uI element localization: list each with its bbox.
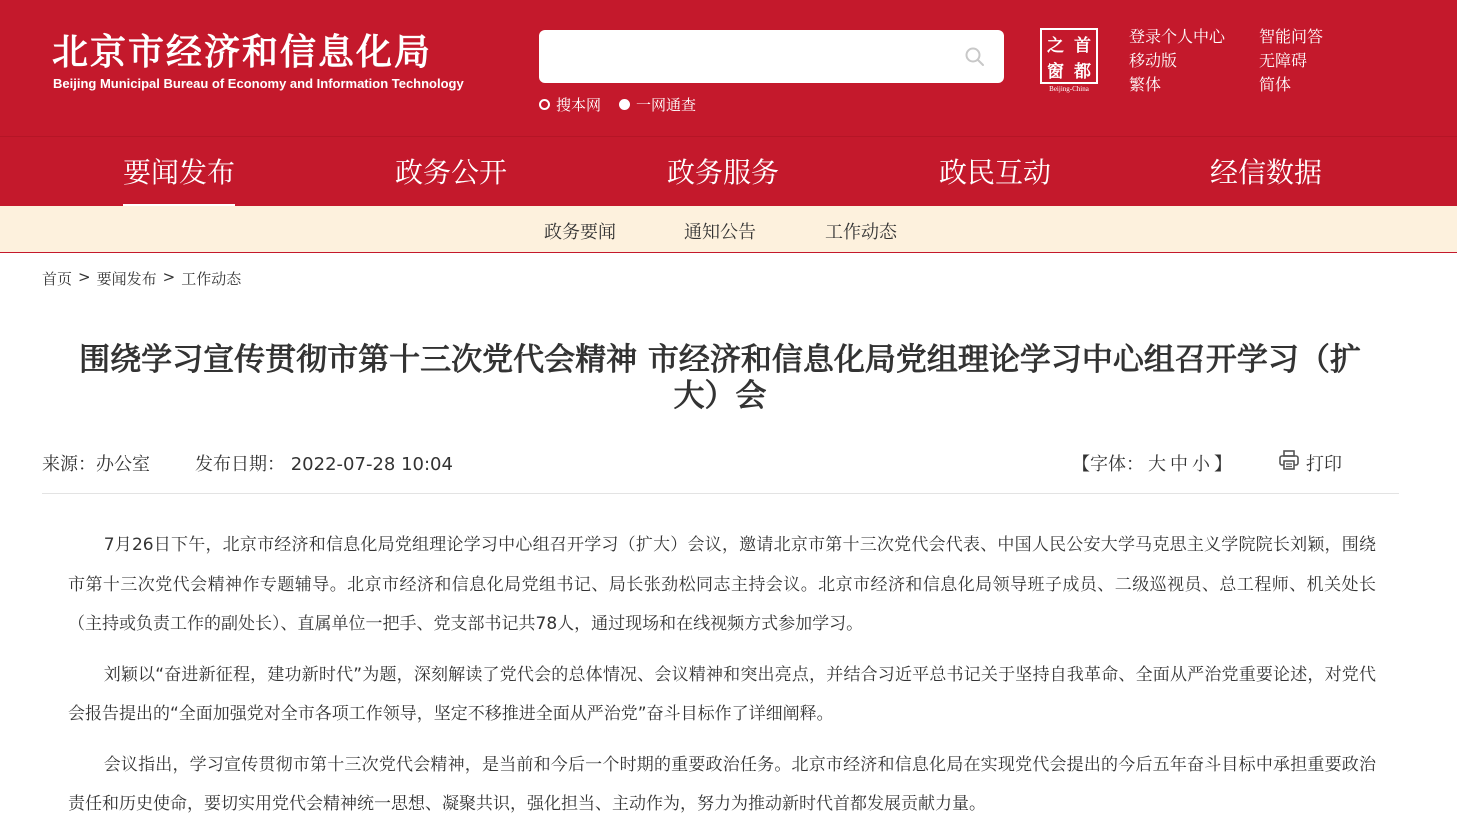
printer-icon [1278, 449, 1300, 476]
article-paragraph: 7月26日下午，北京市经济和信息化局党组理论学习中心组召开学习（扩大）会议，邀请北京市第十三次党代会代表、中国人民公安大学马克思主义学院院长刘颖，围绕市第十三次党代会精神作专题辅导。北京市经济和信息化局党组书记、局长张劲松同志主持会议。北京市经济和信息化局领导班子成员、二级巡视员、总工程师、机关处长（主持或负责工作的副处长）、直属单位一把手、党支部书记共78人，通过现场和在线视频方式参加学习。 [68, 535, 1376, 634]
site-header [0, 0, 1457, 136]
subnav-item-notices[interactable]: 通知公告 [684, 222, 756, 243]
date-value: 2022-07-28 10:04 [290, 454, 453, 475]
seal-char: 都 [1074, 61, 1091, 82]
nav-item-data[interactable]: 经信数据 [1210, 156, 1323, 189]
print-button[interactable] [1278, 449, 1342, 476]
search-scope [539, 94, 696, 115]
seal-box [1040, 28, 1098, 84]
nav-item-gov-services[interactable]: 政务服务 [667, 156, 780, 189]
capital-window-seal[interactable] [1040, 28, 1098, 92]
login-personal-center-link[interactable]: 登录个人中心 [1129, 27, 1226, 46]
nav-item-interaction[interactable]: 政民互动 [939, 156, 1052, 189]
sub-nav [0, 206, 1457, 253]
font-label-open: 【字体： [1072, 454, 1144, 475]
breadcrumb-separator: > [78, 268, 91, 286]
breadcrumb [42, 268, 241, 289]
seal-char: 首 [1074, 35, 1091, 56]
font-label-close: 】 [1214, 454, 1232, 475]
nav-item-gov-affairs-open[interactable]: 政务公开 [395, 156, 508, 189]
search-icon[interactable] [964, 46, 986, 68]
font-size-small-button[interactable]: 小 [1192, 454, 1210, 475]
utility-links-right [1259, 27, 1323, 95]
site-logo-subtitle: Beijing Municipal Bureau of Economy and Information Technology [53, 76, 464, 91]
simplified-chinese-link[interactable]: 简体 [1259, 75, 1292, 94]
print-label: 打印 [1306, 453, 1342, 475]
source-label: 来源： [42, 454, 96, 475]
smart-qa-link[interactable]: 智能问答 [1259, 27, 1324, 46]
nav-item-news[interactable]: 要闻发布 [123, 137, 235, 207]
scope-all-web-radio[interactable] [619, 94, 696, 115]
subnav-item-gov-news[interactable]: 政务要闻 [544, 222, 616, 243]
article-paragraph: 会议指出，学习宣传贯彻市第十三次党代会精神，是当前和今后一个时期的重要政治任务。北京市经济和信息化局在实现党代会提出的今后五年奋斗目标中承担重要政治责任和历史使命，要切实用党代会精神统一思想、凝聚共识，强化担当、主动作为，努力为推动新时代首都发展贡献力量。 [68, 754, 1376, 814]
breadcrumb-work-updates-link[interactable]: 工作动态 [181, 270, 242, 288]
publish-date [195, 450, 453, 476]
article-meta [42, 450, 453, 476]
breadcrumb-separator: > [162, 268, 176, 286]
mobile-version-link[interactable]: 移动版 [1129, 51, 1178, 70]
seal-subtitle: Beijing-China [1049, 85, 1089, 93]
scope-label: 一网通查 [636, 96, 697, 114]
source-value: 办公室 [96, 454, 150, 475]
article-title: 围绕学习宣传贯彻市第十三次党代会精神 市经济和信息化局党组理论学习中心组召开学习（扩大）会 [79, 342, 1361, 414]
traditional-chinese-link[interactable]: 繁体 [1129, 75, 1162, 94]
breadcrumb-news-link[interactable]: 要闻发布 [96, 270, 157, 288]
subnav-item-work-updates[interactable]: 工作动态 [825, 222, 897, 243]
article-body [68, 526, 1376, 836]
accessibility-link[interactable]: 无障碍 [1259, 51, 1308, 70]
article-paragraph: 刘颖以“奋进新征程，建功新时代”为题，深刻解读了党代会的总体情况、会议精神和突出亮点，并结合习近平总书记关于坚持自我革命、全面从严治党重要论述，对党代会报告提出的“全面加强党对全市各项工作领导，坚定不移推进全面从严治党”奋斗目标作了详细阐释。 [68, 664, 1376, 724]
seal-char: 窗 [1047, 61, 1064, 82]
font-size-control [1072, 450, 1232, 476]
scope-label: 搜本网 [556, 96, 602, 114]
search-input[interactable] [539, 30, 959, 83]
radio-unchecked-icon [539, 99, 550, 110]
scope-this-site-radio[interactable] [539, 94, 601, 115]
utility-links-left [1129, 27, 1225, 95]
search-box [539, 30, 1004, 83]
date-label: 发布日期： [195, 454, 285, 475]
main-nav [0, 136, 1457, 206]
meta-divider [42, 493, 1399, 494]
site-logo-title[interactable]: 北京市经济和信息化局 [52, 32, 433, 73]
radio-checked-icon [619, 99, 630, 110]
breadcrumb-home-link[interactable]: 首页 [42, 270, 73, 288]
seal-char: 之 [1047, 35, 1064, 56]
font-size-medium-button[interactable]: 中 [1170, 454, 1188, 475]
font-size-large-button[interactable]: 大 [1148, 454, 1166, 475]
